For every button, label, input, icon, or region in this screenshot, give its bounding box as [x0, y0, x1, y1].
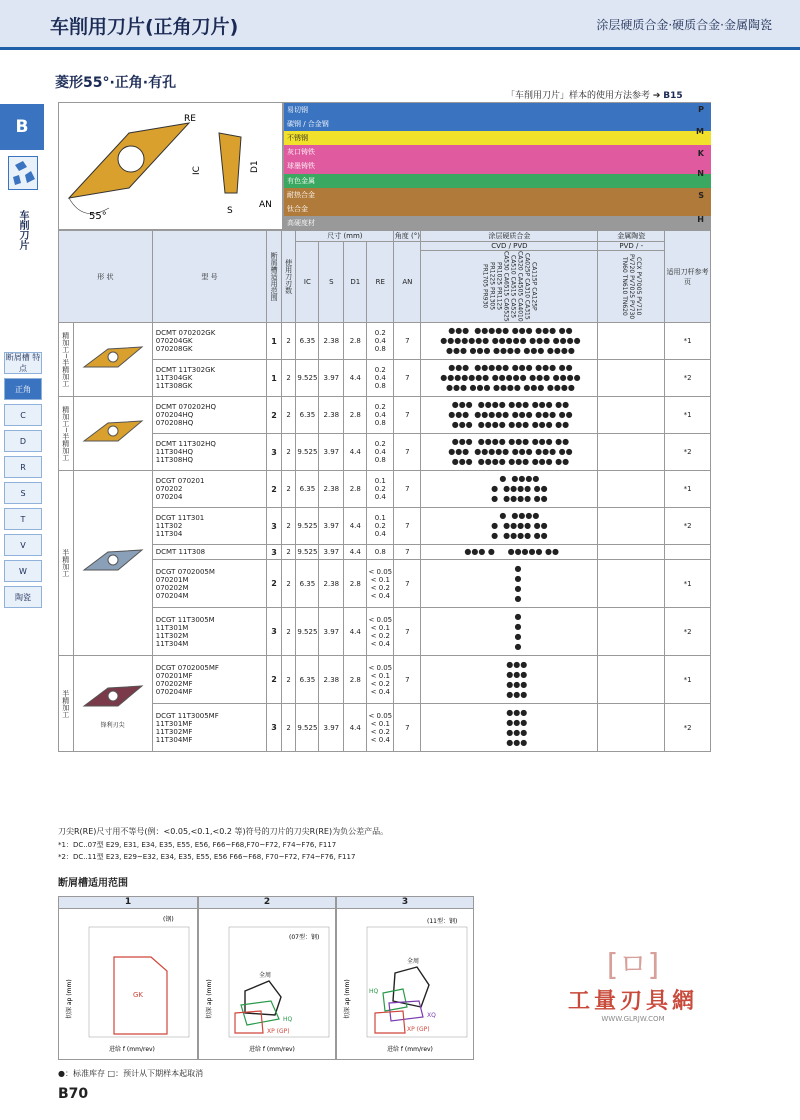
svg-text:(11型：钢): (11型：钢) [427, 918, 458, 925]
re-cell: 0.8 [367, 545, 394, 560]
col-an: AN [394, 242, 421, 323]
model-cell: DCGT 11T3005M 11T301M 11T302M 11T304M [152, 608, 267, 656]
an-cell: 7 [394, 397, 421, 434]
nav-positive[interactable]: 正角 [4, 378, 42, 400]
section-tab[interactable]: B [0, 104, 44, 150]
col-s: S [319, 242, 344, 323]
an-cell: 7 [394, 508, 421, 545]
edges-cell: 2 [281, 560, 296, 608]
table-row [59, 608, 711, 656]
s-cell: 2.38 [319, 397, 344, 434]
machining-group: 精加工~半精加工 [59, 323, 74, 397]
ic-label: IC [192, 166, 202, 175]
svg-text:进给 f (mm/rev): 进给 f (mm/rev) [249, 1046, 295, 1053]
model-cell: DCGT 070201 070202 070204 [152, 471, 267, 508]
availability-carbide: ● ● ● ● [421, 560, 598, 608]
an-cell: 7 [394, 360, 421, 397]
d1-cell: 4.4 [344, 434, 367, 471]
range-cell: 2 [267, 560, 282, 608]
s-label: S [227, 206, 233, 216]
svg-text:GK: GK [133, 991, 144, 999]
graph-1: 1 (钢) GK 进给 f (mm/rev) 切深 ap (mm) [58, 896, 198, 1060]
s-cell: 3.97 [319, 360, 344, 397]
col-edges: 使用刀刃数 [281, 231, 296, 323]
page-title: 车削用刀片(正角刀片) [50, 16, 239, 38]
range-cell: 2 [267, 656, 282, 704]
table-row [59, 545, 711, 560]
d1-cell: 2.8 [344, 471, 367, 508]
ic-cell: 9.525 [296, 608, 319, 656]
re-cell: 0.2 0.4 0.8 [367, 360, 394, 397]
col-ref: 适用刀杆参考页 [665, 231, 711, 323]
d1-cell: 4.4 [344, 508, 367, 545]
table-row [59, 560, 711, 608]
d1-cell: 2.8 [344, 323, 367, 360]
s-cell: 3.97 [319, 434, 344, 471]
col-d1: D1 [344, 242, 367, 323]
col-angle: 角度 (°) [394, 232, 420, 240]
availability-cermet [598, 608, 665, 656]
range-cell: 2 [267, 397, 282, 434]
re-cell: < 0.05 < 0.1 < 0.2 < 0.4 [367, 608, 394, 656]
d1-cell: 4.4 [344, 545, 367, 560]
holder-ref-cell[interactable]: *1 [665, 560, 711, 608]
nav-ceramic[interactable]: 陶瓷 [4, 586, 42, 608]
availability-carbide: ●●● ●●● ●●● ●●● [421, 704, 598, 752]
machining-group: 半精加工 [59, 471, 74, 656]
material-row: 碳钢 / 合金钢 [284, 117, 711, 131]
d1-cell: 4.4 [344, 608, 367, 656]
nav-chipbreaker[interactable]: 断屑槽 特点 [5, 353, 41, 373]
model-cell: DCMT 11T302HQ 11T304HQ 11T308HQ [152, 434, 267, 471]
d1-cell: 2.8 [344, 397, 367, 434]
re-cell: 0.2 0.4 0.8 [367, 397, 394, 434]
insert-diagram [58, 102, 283, 230]
insert-image: 锋利刃尖 [73, 656, 152, 752]
svg-text:全周: 全周 [259, 972, 272, 979]
note-tolerance: 刀尖R(RE)尺寸用不等号(例：<0.05,<0.1,<0.2 等)符号的刀片的刀尖R(RE)为负公差产品。 [58, 827, 389, 836]
availability-carbide: ● ●●●● ● ●●●● ●● ● ●●●● ●● [421, 508, 598, 545]
ic-cell: 9.525 [296, 434, 319, 471]
re-cell: < 0.05 < 0.1 < 0.2 < 0.4 [367, 704, 394, 752]
holder-ref-cell[interactable]: *1 [665, 656, 711, 704]
holder-ref-cell[interactable]: *1 [665, 471, 711, 508]
an-cell: 7 [394, 471, 421, 508]
table-row [59, 360, 711, 397]
holder-ref-cell[interactable]: *2 [665, 508, 711, 545]
graph-3: 3 (11型：钢) 全周 HQ XQ XP (GP) 进给 f (mm/rev) 切深 ap (mm) [336, 896, 474, 1060]
s-cell: 2.38 [319, 323, 344, 360]
nav-shape-v[interactable]: V [4, 534, 42, 556]
insert-image [73, 323, 152, 397]
ic-cell: 9.525 [296, 704, 319, 752]
availability-carbide: ●●● ●●●● ●●● ●●● ●● ●●● ●●●●● ●●● ●●● ●● ●●● ●●●● ●●● ●●● ●● [421, 397, 598, 434]
model-cell: DCMT 070202GK 070204GK 070208GK [152, 323, 267, 360]
range-cell: 1 [267, 360, 282, 397]
table-row [59, 397, 711, 434]
range-cell: 2 [267, 471, 282, 508]
holder-ref-cell[interactable]: *1 [665, 323, 711, 360]
edges-cell: 2 [281, 434, 296, 471]
reference-note[interactable]: 「车削用刀片」样本的使用方法参考 ➔ B15 [506, 91, 683, 101]
header-category: 涂层硬质合金·硬质合金·金属陶瓷 [596, 18, 772, 32]
material-chart [283, 102, 711, 230]
availability-carbide: ●●● ● ●●●●● ●● [421, 545, 598, 560]
svg-text:XQ: XQ [427, 1012, 436, 1019]
nav-shape-t[interactable]: T [4, 508, 42, 530]
page-header [0, 0, 800, 50]
availability-cermet [598, 560, 665, 608]
an-label: AN [259, 200, 272, 210]
model-cell: DCGT 0702005M 070201M 070202M 070204M [152, 560, 267, 608]
availability-carbide: ●●● ●●●●● ●●● ●●● ●● ●●●●●●● ●●●●● ●●● ●●●● ●●● ●●● ●●●● ●●● ●●●● [421, 323, 598, 360]
col-re: RE [367, 242, 394, 323]
watermark-logo: [ㅁ] 工量刃具網 WWW.GLRJW.COM [567, 948, 698, 1023]
nav-shape-w[interactable]: W [4, 560, 42, 582]
table-row [59, 434, 711, 471]
availability-cermet [598, 323, 665, 360]
col-ic: IC [296, 242, 319, 323]
model-cell: DCGT 0702005MF 070201MF 070202MF 070204MF [152, 656, 267, 704]
svg-text:进给 f (mm/rev): 进给 f (mm/rev) [387, 1046, 433, 1053]
model-cell: DCMT 11T308 [152, 545, 267, 560]
edges-cell: 2 [281, 397, 296, 434]
range-cell: 3 [267, 608, 282, 656]
svg-text:XP (GP): XP (GP) [407, 1026, 430, 1033]
d1-cell: 4.4 [344, 360, 367, 397]
insert-table [58, 230, 711, 752]
d1-cell: 4.4 [344, 704, 367, 752]
material-row: 灰口铸铁 [284, 145, 711, 159]
s-cell: 3.97 [319, 608, 344, 656]
availability-cermet [598, 545, 665, 560]
availability-carbide: ●●● ●●●●● ●●● ●●● ●● ●●●●●●● ●●●●● ●●● ●●●● ●●● ●●● ●●●● ●●● ●●●● [421, 360, 598, 397]
material-code: P [698, 105, 704, 114]
an-cell: 7 [394, 545, 421, 560]
range-cell: 1 [267, 323, 282, 360]
ic-cell: 9.525 [296, 360, 319, 397]
an-cell: 7 [394, 656, 421, 704]
availability-carbide: ● ●●●● ● ●●●● ●● ● ●●●● ●● [421, 471, 598, 508]
edges-cell: 2 [281, 545, 296, 560]
machining-group: 精加工~半精加工 [59, 397, 74, 471]
col-cermet-pvd: PVD / - [598, 242, 665, 251]
svg-text:(钢): (钢) [163, 916, 174, 923]
col-model: 型 号 [152, 231, 267, 323]
holder-ref-cell[interactable] [665, 545, 711, 560]
model-cell: DCGT 11T3005MF 11T301MF 11T302MF 11T304MF [152, 704, 267, 752]
re-label: RE [184, 114, 196, 124]
edges-cell: 2 [281, 656, 296, 704]
machining-group: 半精加工 [59, 656, 74, 752]
availability-carbide: ●●● ●●● ●●● ●●● [421, 656, 598, 704]
availability-cermet [598, 508, 665, 545]
availability-carbide: ●●● ●●●● ●●● ●●● ●● ●●● ●●●●● ●●● ●●● ●● ●●● ●●●● ●●● ●●● ●● [421, 434, 598, 471]
svg-text:(07型：钢): (07型：钢) [289, 934, 320, 941]
edges-cell: 2 [281, 508, 296, 545]
s-cell: 2.38 [319, 560, 344, 608]
table-row [59, 471, 711, 508]
svg-text:HQ: HQ [283, 1016, 293, 1023]
col-shape: 形 状 [59, 231, 153, 323]
model-cell: DCMT 11T302GK 11T304GK 11T308GK [152, 360, 267, 397]
an-cell: 7 [394, 560, 421, 608]
holder-ref-cell[interactable]: *2 [665, 360, 711, 397]
range-cell: 3 [267, 434, 282, 471]
legend: ●：标准库存 □：预计从下期样本起取消 [58, 1069, 204, 1078]
d1-label: D1 [250, 160, 260, 173]
range-cell: 3 [267, 704, 282, 752]
holder-ref-cell[interactable]: *2 [665, 704, 711, 752]
edges-cell: 2 [281, 608, 296, 656]
svg-text:HQ: HQ [369, 988, 379, 995]
sidebar-vertical-label: 车削刀片 [17, 210, 28, 250]
ic-cell: 9.525 [296, 508, 319, 545]
holder-ref-cell[interactable]: *2 [665, 608, 711, 656]
availability-cermet [598, 360, 665, 397]
range-cell: 3 [267, 508, 282, 545]
material-row: 易切钢 [284, 103, 711, 117]
table-row [59, 656, 711, 704]
svg-text:XP (GP): XP (GP) [267, 1028, 290, 1035]
material-row: 不锈钢 [284, 131, 711, 145]
col-cermet: 金属陶瓷 [598, 231, 665, 242]
availability-carbide: ● ● ● ● [421, 608, 598, 656]
availability-cermet [598, 704, 665, 752]
note-ref1: *1：DC..07型 E29, E31, E34, E35, E55, E56, F66~F68,F70~F72, F74~F76, F117 [58, 841, 337, 849]
angle-label: 55° [89, 211, 107, 222]
table-row [59, 323, 711, 360]
s-cell: 3.97 [319, 704, 344, 752]
edges-cell: 2 [281, 323, 296, 360]
grade-header-cermet: CCX PV7005 PV710 PV720 PV7025 PV730 TN60 TN610 TN620 [598, 251, 665, 323]
d1-cell: 2.8 [344, 560, 367, 608]
col-carbide: 涂层硬质合金 [421, 231, 598, 242]
s-cell: 3.97 [319, 508, 344, 545]
svg-text:切深 ap (mm): 切深 ap (mm) [66, 979, 73, 1019]
material-code: N [697, 169, 704, 178]
svg-text:进给 f (mm/rev): 进给 f (mm/rev) [109, 1046, 155, 1053]
an-cell: 7 [394, 434, 421, 471]
nav-shape-c[interactable]: C [4, 404, 42, 426]
ic-cell: 6.35 [296, 323, 319, 360]
material-code: H [697, 215, 704, 224]
an-cell: 7 [394, 608, 421, 656]
s-cell: 2.38 [319, 471, 344, 508]
svg-text:全周: 全周 [407, 958, 420, 965]
insert-image [73, 471, 152, 656]
category-icon [8, 156, 38, 190]
material-code: K [697, 149, 704, 158]
material-row: 球墨铸铁 [284, 159, 711, 173]
col-size: 尺寸 (mm) [296, 231, 394, 242]
note-ref2: *2：DC..11型 E23, E29~E32, E34, E35, E55, E56 F66~F68, F70~F72, F74~F76, F117 [58, 853, 356, 861]
edges-cell: 2 [281, 360, 296, 397]
range-cell: 3 [267, 545, 282, 560]
material-row: 耐热合金 [284, 188, 711, 202]
edges-cell: 2 [281, 471, 296, 508]
availability-cermet [598, 434, 665, 471]
material-code: S [698, 191, 704, 200]
nav-shape-s[interactable]: S [4, 482, 42, 504]
ic-cell: 6.35 [296, 560, 319, 608]
an-cell: 7 [394, 704, 421, 752]
re-cell: < 0.05 < 0.1 < 0.2 < 0.4 [367, 560, 394, 608]
ic-cell: 6.35 [296, 397, 319, 434]
model-cell: DCGT 11T301 11T302 11T304 [152, 508, 267, 545]
nav-shape-d[interactable]: D [4, 430, 42, 452]
material-row: 钛合金 [284, 202, 711, 216]
re-cell: 0.1 0.2 0.4 [367, 508, 394, 545]
graph-2: 2 (07型：钢) 全周 HQ XP (GP) 进给 f (mm/rev) 切深 ap (mm) [198, 896, 336, 1060]
insert-image [73, 397, 152, 471]
s-cell: 2.38 [319, 656, 344, 704]
s-cell: 3.97 [319, 545, 344, 560]
d1-cell: 2.8 [344, 656, 367, 704]
range-title: 断屑槽适用范围 [58, 878, 128, 889]
re-cell: 0.2 0.4 0.8 [367, 323, 394, 360]
an-cell: 7 [394, 323, 421, 360]
material-row: 有色金属 [284, 174, 711, 188]
availability-cermet [598, 397, 665, 434]
material-row: 高硬度材 [284, 216, 711, 230]
col-range: 断屑槽适用范围 [267, 231, 282, 323]
re-cell: < 0.05 < 0.1 < 0.2 < 0.4 [367, 656, 394, 704]
ic-cell: 6.35 [296, 471, 319, 508]
material-code: M [696, 127, 704, 136]
ic-cell: 9.525 [296, 545, 319, 560]
holder-ref-cell[interactable]: *2 [665, 434, 711, 471]
availability-cermet [598, 656, 665, 704]
re-cell: 0.1 0.2 0.4 [367, 471, 394, 508]
svg-text:切深 ap (mm): 切深 ap (mm) [344, 979, 351, 1019]
table-row [59, 704, 711, 752]
edges-cell: 2 [281, 704, 296, 752]
ic-cell: 6.35 [296, 656, 319, 704]
grade-header-carbide: CA115P CA125P CA025P CA310 CA315 CA320 CA4505 CA4010 CA510 CA515 CA525 CA530 CA6515 CA6525 PR1025 PR1125 PR1225 PR1305 PR1705 PR930 [421, 251, 598, 323]
model-cell: DCMT 070202HQ 070204HQ 070208HQ [152, 397, 267, 434]
page-number: B70 [58, 1086, 89, 1102]
nav-shape-r[interactable]: R [4, 456, 42, 478]
holder-ref-cell[interactable]: *1 [665, 397, 711, 434]
section-subtitle: 菱形55°·正角·有孔 [55, 75, 177, 91]
svg-text:切深 ap (mm): 切深 ap (mm) [206, 979, 213, 1019]
table-row [59, 508, 711, 545]
col-cvd-pvd: CVD / PVD [421, 242, 598, 251]
re-cell: 0.2 0.4 0.8 [367, 434, 394, 471]
availability-cermet [598, 471, 665, 508]
